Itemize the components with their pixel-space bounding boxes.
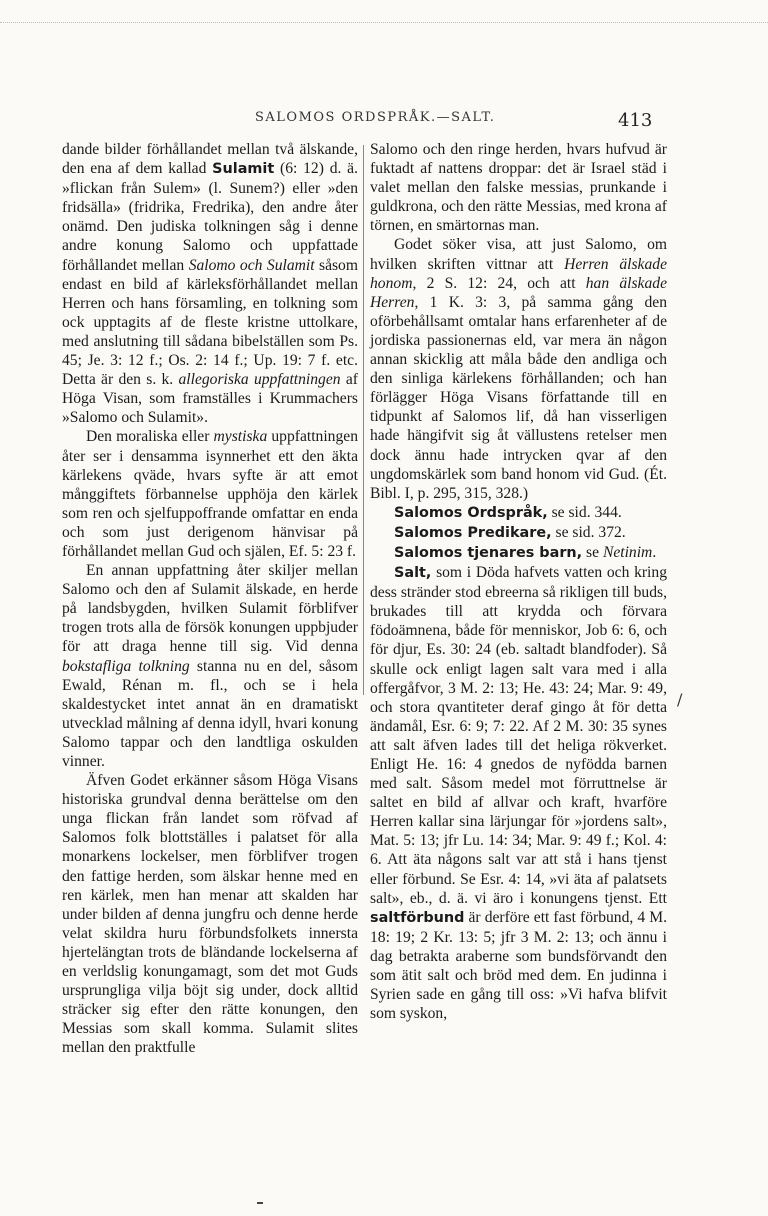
paragraph: En annan uppfattning åter skiljer mellan Salomo och den af Sulamit älskade, en herde på landsbygden, hvilken Sulamit förblifver trogen trots alla de försök konungen uppbjuder för att draga henne till sig. Vid denna bokstafliga tolkning stanna nu en del, såsom Ewald, Rénan m. fl., och se i hela skaldestycket intet annat än en dramatiskt utvecklad målning af denna idyll, hvari konung Salomo tappar och den landtliga oskulden vinner. [62, 562, 359, 770]
italic-term: Herren älskade honom [370, 255, 667, 292]
dictionary-entry: Salomos Predikare, se sid. 372. [394, 523, 626, 541]
paragraph: Den moraliska eller mystiska uppfattningen åter ser i densamma isynnerhet ett den äkta kärlekens qväde, hvars syfte är att emot månggiftets förbannelse upphöja den kärlek som ren och sjelfuppoffrande omfattar en enda och som just derigenom hänvisar på förhållandet mellan Gud och själen, Ef. 5: 23 f. [62, 428, 358, 560]
left-column [62, 140, 358, 1058]
page-number: 413 [618, 110, 653, 131]
paragraph: Äfven Godet erkänner såsom Höga Visans historiska grundval denna berättelse om den unga flickan från landet som röfvad af Salomos folk blottställes i palatset för alla monarkens lockelser, men förblifver trogen den fattige herden, som älskar henne med en ren kärlek, men han menar att skalden har under bilden af denna jungfru och denne herde velat skildra huru förbundsfolkets innersta hjertelängtan trots de bländande lockelserna af en verldslig konungamagt, som det mot Guds ursprungliga vilja böjt sig under, dock alltid sträcker sig efter den rätte konungen, den Messias som skall komma. Sulamit slites mellan den praktfulle [62, 772, 358, 1057]
print-mark [257, 1202, 263, 1204]
paragraph: Godet söker visa, att just Salomo, om hvilken skriften vittnar att Herren älskade honom, 2 S. 12: 24, och att han älskade Herren, 1 K. 3: 3, på samma gång den oförbehållsamt omtalar hans erfarenheter af de jordiska passionernas eld, var mera än någon annan skicklig att måla både den andliga och den sinliga kärlekens förhållanden; och han förlägger Höga Visans författande till en tidpunkt af Salomos lif, då han visserligen hade hängifvit sig åt vällustens retelser men dock ännu hade intrycken qvar af den ungdomskärlek som band honom vid Gud. (Ét. Bibl. I, p. 295, 315, 328.) [370, 236, 667, 502]
entry-headword: Salomos Predikare, [394, 524, 552, 541]
bold-term: saltförbund [370, 909, 465, 926]
entry-headword: Salt, [394, 565, 432, 582]
italic-term: mystiska [213, 428, 268, 446]
top-scan-edge [0, 22, 768, 24]
italic-term: allegoriska uppfattningen [178, 371, 341, 389]
right-column [370, 140, 667, 1023]
paragraph: dande bilder förhållandet mellan två älskande, den ena af dem kallad Sulamit (6: 12) d. ä. »flickan från Sulem» (l. Sunem?) eller »den fridsälla» (fridrika, Fredrika), den andre åter onämd. Den judiska tolkningen såg i denne andre konung Salomo och uppfattade förhållandet mellan Salomo och Sulamit såsom endast en bild af kärleksförhållandet mellan Herren och hans församling, en tolkning som ock upptagits af de fleste kristne uttolkare, med anslutning till sådana bibelställen som Ps. 45; Je. 3: 12 f.; Os. 2: 14 f.; Up. 19: 7 f. etc. Detta är den s. k. allegoriska uppfattningen af Höga Visan, som framställes i Krummachers »Salomo och Sulamit». [62, 141, 358, 427]
italic-term: Salomo och Sulamit [188, 256, 315, 274]
dictionary-entry-salt: Salt, som i Döda hafvets vatten och kring dess stränder stod ebreerna så rikligen till buds, brukades till att krydda och förvara födoämnena, både för menniskor, Job 6: 6, och för djur, Es. 30: 24 (eb. saltadt blandfoder). Så skulle ock enligt lagen salt vara med i alla offergåfvor, 3 M. 2: 13; He. 43: 24; Mar. 9: 49, och stora qvantiteter deraf gingo åt för detta ändamål, Esr. 6: 9; 7: 22. Af 2 M. 30: 35 synes att salt äfven lades till det heliga rökverket. Enligt He. 16: 4 gnedos de nyfödda barnen med salt. Såsom medel mot förruttnelse är saltet en bild af allvar och kraft, hvarföre Herren kallar sina lärjungar för »jordens salt», Mat. 5: 13; jfr Lu. 14: 34; Mar. 9: 49 f.; Kol. 4: 6. Att äta någons salt var att stå i hans tjenst eller förbund. Se Esr. 4: 14, »vi äta af palatsets salt», eb., d. ä. vi äro i konungens tjenst. Ett saltförbund är derföre ett fast förbund, 4 M. 18: 19; 2 Kr. 13: 5; jfr 3 M. 2: 13; och ännu i dag betrakta araberne som bundsförvandt den som ätit salt och bröd med dem. En judinna i Syrien sade en gång till oss: »Vi hafva blifvit som syskon, [370, 564, 667, 1023]
italic-term: Netinim [602, 543, 653, 561]
dictionary-entry: Salomos Ordspråk, se sid. 344. [394, 503, 622, 521]
bold-term: Sulamit [212, 161, 275, 178]
column-divider [363, 145, 364, 695]
italic-term: han älskade Herren [370, 274, 667, 311]
dictionary-entry: Salomos tjenares barn, se Netinim. [394, 543, 657, 561]
entry-headword: Salomos Ordspråk, [394, 504, 548, 521]
italic-term: bokstafliga tolkning [62, 657, 190, 675]
running-head: SALOMOS ORDSPRÅK.—SALT. [255, 110, 496, 125]
entry-headword: Salomos tjenares barn, [394, 544, 583, 561]
margin-pencil-mark: / [677, 690, 683, 709]
paragraph: Salomo och den ringe herden, hvars hufvud är fuktadt af nattens droppar: det är Israel städ i valet mellan den falske messias, prunkande i guldkrona, och den rätte Messias, med krona af törnen, en smärtornas man. [370, 141, 667, 235]
